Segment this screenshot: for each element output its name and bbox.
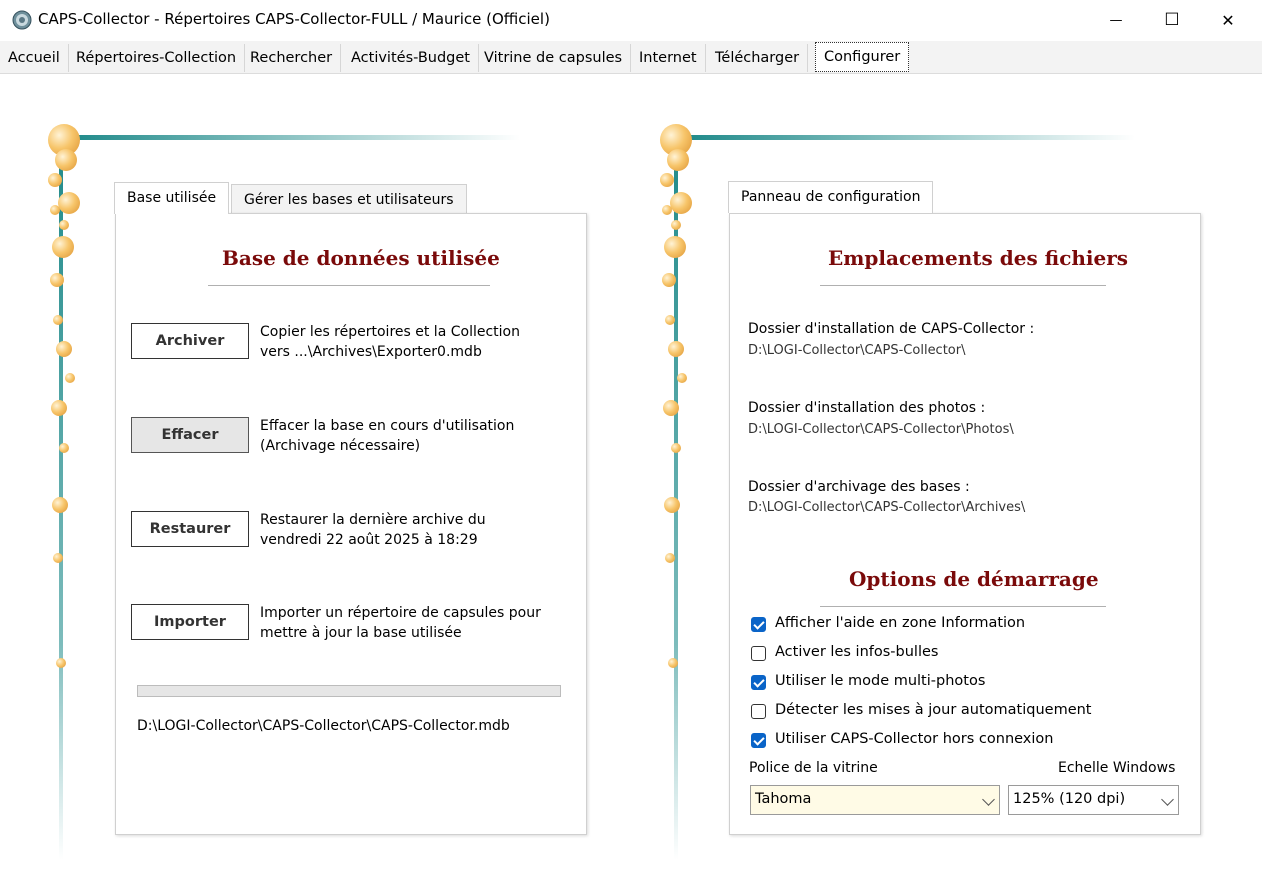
tab-vitrine-de-capsules[interactable]: Vitrine de capsules xyxy=(476,44,631,72)
tab-internet[interactable]: Internet xyxy=(631,44,706,72)
restaurer-description xyxy=(260,510,486,550)
importer-description xyxy=(260,603,541,643)
database-path: D:\LOGI-Collector\CAPS-Collector\CAPS-Collector.mdb xyxy=(137,718,510,734)
startup-options-heading: Options de démarrage xyxy=(849,567,1099,591)
restaurer-button[interactable]: Restaurer xyxy=(131,511,249,547)
option-mises-a-jour-label[interactable]: Détecter les mises à jour automatiquement xyxy=(775,702,1092,718)
install-folder-path: D:\LOGI-Collector\CAPS-Collector\ xyxy=(748,343,966,358)
archiver-description xyxy=(260,322,520,362)
minimize-icon: — xyxy=(1109,12,1123,28)
heading-divider xyxy=(208,285,490,286)
checkbox-aide-info[interactable] xyxy=(751,617,766,632)
tab-repertoires-collection[interactable]: Répertoires-Collection xyxy=(68,44,245,72)
photos-folder-path: D:\LOGI-Collector\CAPS-Collector\Photos\ xyxy=(748,422,1014,437)
importer-desc-line1: Importer un répertoire de capsules pour xyxy=(260,605,541,621)
checkbox-multi-photos[interactable] xyxy=(751,675,766,690)
checkbox-mises-a-jour[interactable] xyxy=(751,704,766,719)
archiver-button[interactable]: Archiver xyxy=(131,323,249,359)
photos-folder-label: Dossier d'installation des photos : xyxy=(748,400,986,416)
archiver-desc-line2: vers ...\Archives\Exporter0.mdb xyxy=(260,344,482,360)
heading-divider xyxy=(820,606,1106,607)
close-button[interactable] xyxy=(1200,0,1256,40)
checkbox-hors-connexion[interactable] xyxy=(751,733,766,748)
archive-folder-path: D:\LOGI-Collector\CAPS-Collector\Archives\ xyxy=(748,500,1026,515)
tab-telecharger[interactable]: Télécharger xyxy=(707,44,808,72)
effacer-desc-line1: Effacer la base en cours d'utilisation xyxy=(260,418,515,434)
font-select-value: Tahoma xyxy=(755,791,812,807)
install-folder-label: Dossier d'installation de CAPS-Collector : xyxy=(748,321,1035,337)
left-panel-heading: Base de données utilisée xyxy=(222,246,500,270)
restaurer-desc-line2: vendredi 22 août 2025 à 18:29 xyxy=(260,532,478,548)
checkbox-infos-bulles[interactable] xyxy=(751,646,766,661)
capsule-icon xyxy=(12,10,32,30)
subtab-gerer-bases[interactable]: Gérer les bases et utilisateurs xyxy=(231,184,467,214)
archiver-desc-line1: Copier les répertoires et la Collection xyxy=(260,324,520,340)
maximize-button[interactable] xyxy=(1144,0,1200,40)
minimize-button[interactable] xyxy=(1088,0,1144,40)
font-label: Police de la vitrine xyxy=(749,760,878,776)
option-hors-connexion-label[interactable]: Utiliser CAPS-Collector hors connexion xyxy=(775,731,1054,747)
maximize-icon: ☐ xyxy=(1164,10,1180,30)
font-select[interactable] xyxy=(750,785,1000,815)
importer-desc-line2: mettre à jour la base utilisée xyxy=(260,625,462,641)
importer-button[interactable]: Importer xyxy=(131,604,249,640)
tab-accueil[interactable]: Accueil xyxy=(0,44,69,72)
effacer-button[interactable]: Effacer xyxy=(131,417,249,453)
title-bar[interactable] xyxy=(0,0,1262,40)
scale-select-value: 125% (120 dpi) xyxy=(1013,791,1126,807)
scale-label: Echelle Windows xyxy=(1058,760,1176,776)
subtab-panneau-configuration[interactable]: Panneau de configuration xyxy=(728,181,933,213)
effacer-description xyxy=(260,416,514,456)
option-aide-info-label[interactable]: Afficher l'aide en zone Information xyxy=(775,615,1026,631)
main-tab-strip xyxy=(0,41,1262,74)
window-title: CAPS-Collector - Répertoires CAPS-Collector-FULL / Maurice (Officiel) xyxy=(38,10,550,28)
effacer-desc-line2: (Archivage nécessaire) xyxy=(260,438,421,454)
tab-configurer[interactable]: Configurer xyxy=(815,42,909,72)
tab-activites-budget[interactable]: Activités-Budget xyxy=(343,44,479,72)
subtab-base-utilisee[interactable]: Base utilisée xyxy=(114,182,229,214)
right-panel-heading: Emplacements des fichiers xyxy=(828,246,1129,270)
option-infos-bulles-label[interactable]: Activer les infos-bulles xyxy=(775,644,939,660)
restaurer-desc-line1: Restaurer la dernière archive du xyxy=(260,512,486,528)
scale-select[interactable] xyxy=(1008,785,1179,815)
chevron-down-icon xyxy=(1161,793,1174,806)
chevron-down-icon xyxy=(982,793,995,806)
option-multi-photos-label[interactable]: Utiliser le mode multi-photos xyxy=(775,673,986,689)
heading-divider xyxy=(820,285,1106,286)
close-icon: ✕ xyxy=(1221,10,1235,30)
progress-bar xyxy=(137,685,561,697)
tab-rechercher[interactable]: Rechercher xyxy=(242,44,341,72)
archive-folder-label: Dossier d'archivage des bases : xyxy=(748,479,970,495)
